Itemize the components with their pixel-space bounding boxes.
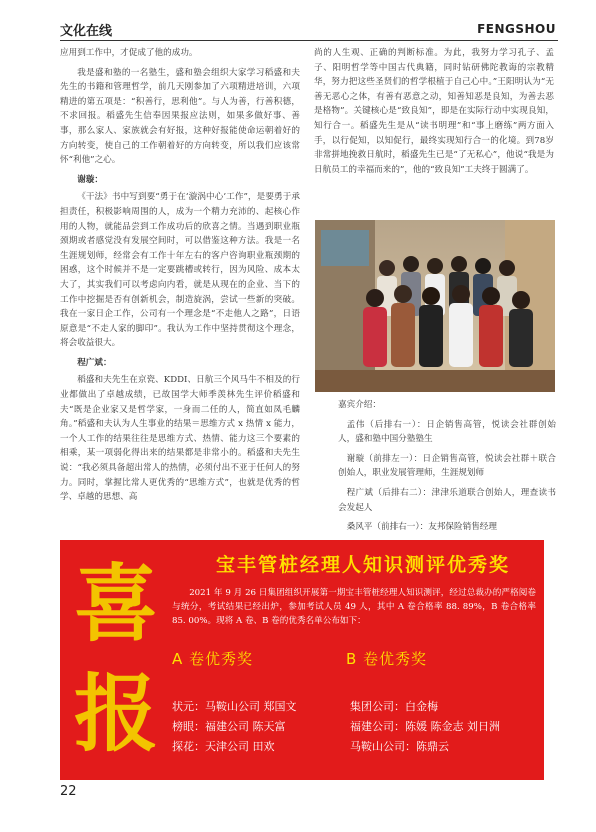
- page-number: 22: [60, 784, 77, 799]
- guest-item: 孟伟（后排右一）：日企销售高管，悦读会社群创始人，盛和塾中国分塾塾生: [338, 419, 556, 445]
- award-intro: 2021 年 9 月 26 日集团组织开展第一期宝丰管桩经理人知识测评，经过总裁办的严格阅卷与统分，考试结果已经出炉，参加考试人员 49 人，其中 A 卷合格率 88. 89%，B 卷合格率 85. 00%。现将 A 卷、B 卷的优秀名单公布如下：: [172, 588, 536, 626]
- group-photo-illustration: [315, 220, 555, 392]
- guest-item: 谢璇（前排左一）：日企销售高管，悦读会社群＋联合创始人，职业发展管理师，生涯规划师: [338, 453, 556, 479]
- paragraph: 应用到工作中，才促成了他的成功。: [60, 48, 198, 58]
- header-rule: [60, 40, 558, 41]
- b-winner-row: 马鞍山公司：陈鼎云: [350, 740, 449, 753]
- guest-item: 桑风平（前排右一）：友邦保险销售经理: [346, 522, 497, 533]
- magazine-brand: FENGSHOU: [477, 22, 556, 36]
- speaker-heading: 程广斌：: [77, 357, 112, 368]
- paragraph: 我是盛和塾的一名塾生，盛和塾会组织大家学习稻盛和夫先生的书籍和管理哲学，前几天刚参加了六项精进培训，六项精进的第五项是：“积善行，思利他”。与人为善，行善积德，不求回报。稻盛先生信奉因果报应法则，如果多做好事、善事，那么家人、家族就会有好报，这种好报能使命运朝着好的方向转变，使自己的工作朝着好的方向转变，所以我们应该常怀“利他”之心。: [60, 67, 300, 166]
- b-winner-row: 福建公司：陈媛 陈金志 刘日洲: [350, 720, 500, 733]
- paragraph: 稻盛和夫先生在京瓷、KDDI、日航三个风马牛不相及的行业都做出了卓越成绩，已故国学大师季羡林先生评价稻盛和夫“既是企业家又是哲学家，一身而二任的人，简直如凤毛麟角。”稻盛和夫认为人生事业的结果＝思维方式 x 热情 x 能力，一个人工作的结果往往是思维方式、热情、能力这三个要素的相乘，某一项弱化得出来的结果都是非常小的。稻盛和夫先生说：“我必须具备超出常人的热情，必须付出不亚于任何人的努力。同时，掌握比常人更优秀的“思维方式”，也就是优秀的哲学、卓越的思想、高: [60, 375, 300, 503]
- paragraph: 《干法》书中写到要“勇于在‘漩涡中心’工作”，是要勇于承担责任，积极影响周围的人，成为一个精力充沛的、起核心作用的人物，就能品尝到工作成功后的欣喜之情。当遇到职业瓶颈期或者感觉没有发展空间时，可以借鉴这种方法。我是一名生涯规划师，经常会有工作十年左右的客户咨询职业瓶颈期的困惑，这个时候并不是一定要跳槽或转行，因为风险、成本太大了，其实我们可以考虑向内看，就是从现在的企业、当下的工作中挖掘是否有创新机会，制造旋涡，尝试一些新的突破。我在一家日企工作，公司有一个理念是“不走他人之路”，日语原意是“不走人家的脚印”。我认为工作中坚持贯彻这个理念，将会收益很大。: [60, 192, 300, 349]
- b-winner-row: 集团公司：白金梅: [350, 700, 438, 713]
- article-column-right: [314, 46, 554, 216]
- paragraph: 尚的人生观、正确的判断标准。为此，我努力学习孔子、孟子、阳明哲学等中国古代典籍，同时钻研佛陀教诲的宗教精华，努力把这些圣贤们的哲学根植于自己心中。”王阳明认为“无善无恶心之体，有善有恶意之动，知善知恶是良知，为善去恶是格物”。关键核心是“致良知”，即是在实际行动中实现良知，知行合一。稻盛先生是从“读书明理”和“事上磨练”两方面入手，以行促知，以知促行，最终实现知行合一的化境。到78岁非常拼地挽救日航时，稻盛先生已是“了无私心”，他说“我是为日航员工的幸福而来的”，他的“致良知”工夫终于圆满了。: [314, 48, 554, 175]
- big-character-xi: 喜: [74, 554, 159, 653]
- a-winner-row: 榜眼：福建公司 陈天富: [172, 720, 286, 733]
- a-paper-heading: A 卷优秀奖: [172, 650, 254, 668]
- award-announcement: [60, 540, 544, 780]
- group-photo: [315, 220, 555, 392]
- a-winner-row: 状元：马鞍山公司 郑国文: [172, 700, 297, 713]
- section-title: 文化在线: [60, 24, 113, 39]
- speaker-heading: 谢璇：: [77, 174, 103, 185]
- b-paper-heading: B 卷优秀奖: [346, 650, 428, 668]
- a-winner-row: 探花：天津公司 田欢: [172, 740, 275, 753]
- award-title: 宝丰管桩经理人知识测评优秀奖: [215, 554, 510, 576]
- guest-introduction: [338, 398, 556, 538]
- article-column-left: [60, 46, 300, 539]
- big-character-bao: 报: [74, 664, 159, 763]
- guest-item: 程广斌（后排右二）：津津乐道联合创始人，理查读书会发起人: [338, 487, 556, 513]
- guest-intro-label: 嘉宾介绍：: [338, 400, 381, 410]
